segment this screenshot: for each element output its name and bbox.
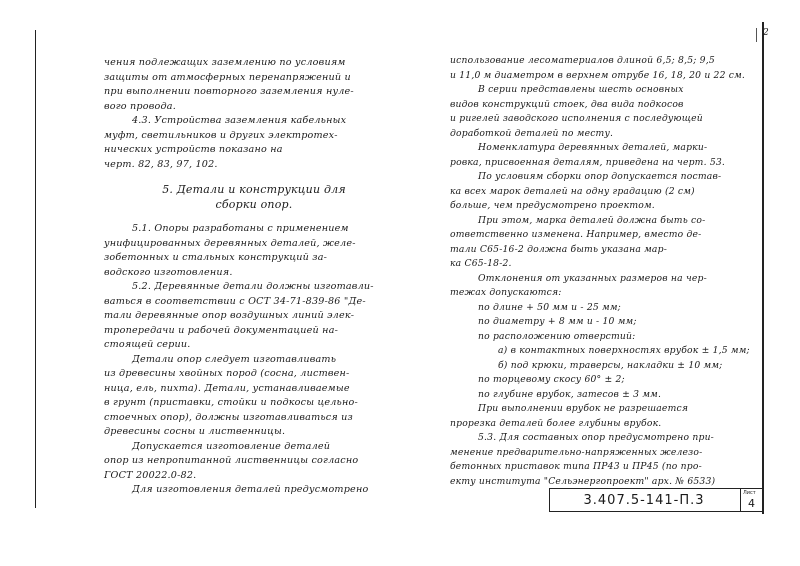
right-line: ровка, присвоенная деталям, приведена на черт. 53. <box>450 156 726 168</box>
left-line: опор из непропитанной лиственницы согласно <box>104 455 359 466</box>
left-line: из древесины хвойных пород (сосна, листвен- <box>104 368 350 379</box>
right-line: больше, чем предусмотрено проектом. <box>450 200 655 211</box>
corner-number: 2 <box>763 28 769 38</box>
right-line: 5.3. Для составных опор предусмотрено при- <box>478 432 714 443</box>
left-line: муфт, светильников и других электротех- <box>104 129 338 141</box>
right-line: тали С65-16-2 должна быть указана мар- <box>450 243 667 255</box>
right-line: При выполнении врубок не разрешается <box>478 403 689 414</box>
left-line: водского изготовления. <box>104 266 233 278</box>
right-line: В серии представлены шесть основных <box>478 84 684 95</box>
right-line: Отклонения от указанных размеров на чер- <box>478 272 707 284</box>
left-line: Детали опор следует изготавливать <box>132 353 337 365</box>
right-line: ка С65-18-2. <box>450 258 512 269</box>
right-line: ответственно изменена. Например, вместо де- <box>450 229 702 240</box>
left-line: защиты от атмосферных перенапряжений и <box>104 71 351 83</box>
right-line: по диаметру + 8 мм и - 10 мм; <box>478 316 637 327</box>
left-line: зобетонных и стальных конструкций за- <box>104 252 328 263</box>
right-line: При этом, марка деталей должна быть со- <box>478 214 706 226</box>
left-line: 4.3. Устройства заземления кабельных <box>132 115 347 126</box>
right-line: и ригелей заводского исполнения с последующей <box>450 113 703 124</box>
left-line: при выполнении повторного заземления нуле- <box>104 86 354 97</box>
right-line: и 11,0 м диаметром в верхнем отрубе 16, 18, 20 и 22 см. <box>450 69 746 81</box>
right-line: По условиям сборки опор допускается постав- <box>478 171 722 182</box>
left-line: древесины сосны и лиственницы. <box>104 426 286 437</box>
left-line: ваться в соответствии с ОСТ 34-71-839-86 "Де- <box>104 295 366 307</box>
right-line: использование лесоматериалов длиной 6,5; 8,5; 9,5 <box>450 55 715 66</box>
left-line: Для изготовления деталей предусмотрено <box>132 484 369 495</box>
left-line: в грунт (приставки, стойки и подкосы цельно- <box>104 397 358 408</box>
left-line: унифицированных деревянных деталей, желе- <box>104 237 356 249</box>
right-line: доработкой деталей по месту. <box>450 127 614 139</box>
left-frame-line <box>35 30 36 508</box>
left-line: вого провода. <box>104 100 176 112</box>
left-line: стоящей серии. <box>104 339 191 350</box>
sheet-number: 4 <box>748 497 755 510</box>
left-line: тропередачи и рабочей документацией на- <box>104 324 339 336</box>
right-line: по расположению отверстий: <box>478 330 636 342</box>
left-line: чения подлежащих заземлению по условиям <box>104 57 346 68</box>
right-column <box>450 54 760 489</box>
left-line: 5.1. Опоры разработаны с применением <box>132 223 349 234</box>
left-line: нических устройств показано на <box>104 144 283 155</box>
right-line: видов конструкций стоек, два вида подкосов <box>450 98 684 110</box>
section-heading: 5. Детали и конструкции для <box>162 183 346 196</box>
left-line: стоечных опор), должны изготавливаться из <box>104 411 353 423</box>
right-line: б) под крюки, траверсы, накладки ± 10 мм; <box>498 359 723 371</box>
right-line: екту института "Сельэнергопроект" арх. № 6533) <box>450 475 716 487</box>
right-frame-line <box>762 22 764 514</box>
left-line: ГОСТ 20022.0-82. <box>104 469 197 481</box>
corner-divider <box>756 28 757 42</box>
right-line: ка всех марок деталей на одну градацию (2 см) <box>450 185 695 197</box>
left-line: Допускается изготовление деталей <box>132 440 331 452</box>
right-line: а) в контактных поверхностях врубок ± 1,5 мм; <box>498 345 750 356</box>
sheet-label: Лист <box>743 490 756 496</box>
left-line: ница, ель, пихта). Детали, устанавливаемые <box>104 382 350 394</box>
left-line: 5.2. Деревянные детали должны изготавли- <box>132 281 374 292</box>
right-line: прорезка деталей более глубины врубок. <box>450 417 662 429</box>
right-line: тежах допускаются: <box>450 287 562 298</box>
left-line: черт. 82, 83, 97, 102. <box>104 158 218 170</box>
left-column <box>104 56 404 498</box>
left-line: тали деревянные опор воздушных линий элек- <box>104 310 355 321</box>
section-heading: сборки опор. <box>215 198 293 211</box>
drawing-stamp <box>549 488 763 512</box>
right-line: менение предварительно-напряженных железо- <box>450 446 703 458</box>
right-line: Номенклатура деревянных деталей, марки- <box>478 142 708 153</box>
right-line: по глубине врубок, затесов ± 3 мм. <box>478 388 662 400</box>
right-line: бетонных приставок типа ПР43 и ПР45 (по про- <box>450 461 702 472</box>
right-line: по торцевому скосу 60° ± 2; <box>478 374 625 385</box>
sheet-cell <box>740 489 762 511</box>
document-code: 3.407.5-141-П.3 <box>583 492 705 508</box>
right-line: по длине + 50 мм и - 25 мм; <box>478 301 621 313</box>
